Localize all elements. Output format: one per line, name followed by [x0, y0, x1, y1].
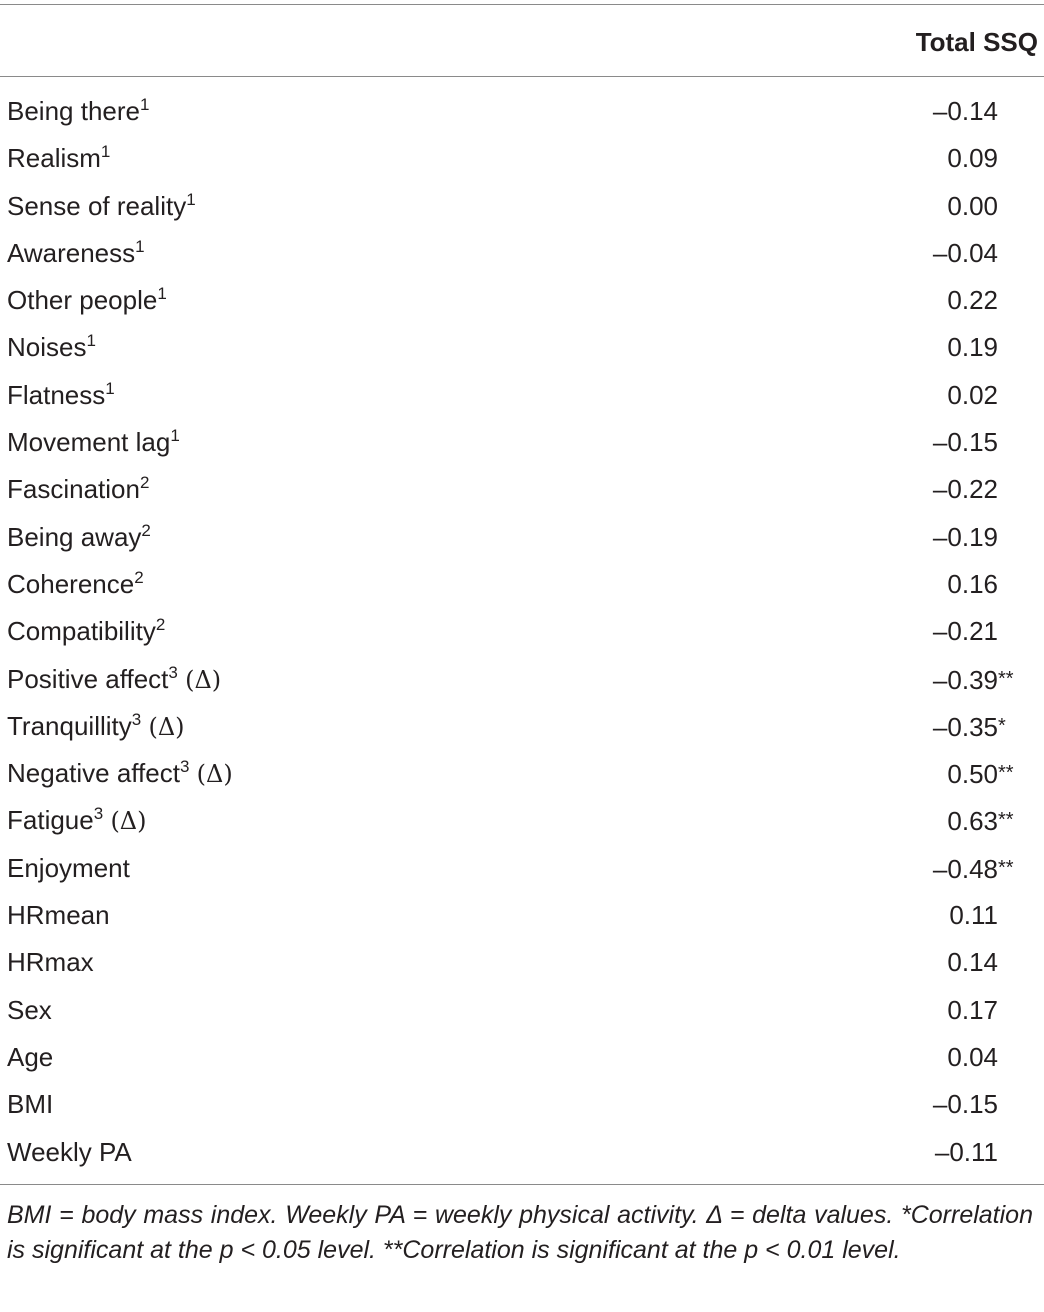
row-label	[7, 230, 145, 277]
row-label-text: Tranquillity	[7, 710, 132, 741]
row-value	[920, 1081, 998, 1128]
table-row	[0, 230, 1044, 277]
correlation-value: 0.02	[947, 379, 998, 410]
row-value	[920, 608, 998, 655]
correlation-value: 0.19	[947, 332, 998, 363]
row-label-superscript: 2	[155, 615, 166, 635]
row-label	[7, 892, 110, 939]
row-label-superscript: 3	[131, 709, 142, 729]
correlation-value: 0.09	[947, 143, 998, 174]
row-label	[7, 750, 233, 798]
table-row	[0, 1034, 1044, 1081]
row-label	[7, 1034, 53, 1081]
row-label	[7, 1129, 132, 1176]
row-label-text: Negative affect	[7, 758, 180, 789]
row-value	[920, 561, 998, 608]
significance-marker: **	[998, 667, 1014, 690]
row-label-superscript: 3	[168, 662, 178, 682]
row-label	[7, 561, 144, 608]
row-value	[920, 703, 1006, 751]
row-label	[7, 466, 149, 513]
row-value	[920, 230, 998, 277]
correlation-value: 0.14	[947, 947, 998, 978]
row-value	[920, 987, 998, 1034]
row-label-superscript: 1	[139, 95, 150, 114]
table-row	[0, 514, 1044, 561]
table-row	[0, 892, 1044, 939]
correlation-value: –0.14	[932, 96, 998, 126]
correlation-value: –0.39	[932, 664, 998, 695]
correlation-value: 0.04	[947, 1041, 998, 1072]
row-value	[920, 88, 998, 135]
correlation-value: –0.15	[932, 1089, 998, 1120]
row-label	[7, 277, 167, 324]
correlation-value: –0.04	[932, 237, 998, 268]
table-row	[0, 1081, 1044, 1128]
correlation-value: –0.48	[932, 853, 998, 884]
row-label-text: BMI	[7, 1089, 54, 1120]
row-label-text: Being away	[7, 521, 142, 552]
row-label-text: Age	[7, 1041, 54, 1072]
table-row	[0, 561, 1044, 608]
table-header-rule	[0, 76, 1044, 77]
row-label-superscript: 1	[100, 142, 111, 162]
row-label	[7, 656, 221, 704]
row-label	[7, 324, 96, 371]
row-label	[7, 372, 115, 419]
row-label	[7, 703, 185, 751]
table-row	[0, 656, 1044, 703]
correlation-value: 0.50	[947, 759, 998, 790]
row-label	[7, 1081, 53, 1128]
row-label-text: Enjoyment	[7, 852, 130, 883]
row-label-text: Movement lag	[7, 427, 171, 458]
row-label-superscript: 1	[157, 284, 167, 304]
row-value	[920, 892, 998, 939]
correlation-value: –0.19	[932, 521, 998, 552]
delta-indicator: (Δ)	[110, 807, 147, 836]
table-row	[0, 277, 1044, 324]
correlation-value: –0.11	[934, 1136, 998, 1167]
correlation-value: 0.11	[949, 900, 998, 931]
row-label-superscript: 2	[141, 520, 151, 540]
row-value	[920, 277, 998, 324]
delta-indicator: (Δ)	[148, 712, 185, 741]
row-label-text: Sex	[7, 994, 52, 1025]
table-row	[0, 372, 1044, 419]
row-label	[7, 135, 110, 182]
row-label-superscript: 1	[105, 378, 115, 398]
row-label-text: Compatibility	[7, 616, 156, 647]
table-row	[0, 987, 1044, 1034]
row-value	[920, 656, 1014, 704]
table-row	[0, 183, 1044, 230]
correlation-value: 0.22	[947, 285, 998, 316]
correlation-value: –0.15	[932, 427, 998, 458]
row-label	[7, 797, 147, 845]
row-label	[7, 987, 52, 1034]
row-value	[920, 183, 998, 230]
table-row	[0, 135, 1044, 182]
row-label-superscript: 2	[139, 473, 150, 493]
row-value	[920, 750, 1014, 798]
significance-marker: **	[998, 762, 1014, 785]
row-label-text: Flatness	[7, 379, 106, 410]
correlation-value: –0.21	[932, 616, 998, 647]
row-label-superscript: 1	[135, 236, 145, 256]
row-label-text: Weekly PA	[7, 1136, 132, 1167]
row-label-text: Being there	[7, 96, 140, 126]
row-value	[920, 1129, 998, 1176]
table-row	[0, 845, 1044, 892]
table-footnote: BMI = body mass index. Weekly PA = weekly physical activity. Δ = delta values. *Correlation is significant at the p < 0.05 level. **Correlation is significant at the p < 0.01 level.	[7, 1201, 1033, 1264]
row-label-text: Positive affect	[7, 663, 169, 694]
significance-marker: *	[998, 714, 1006, 737]
significance-marker: **	[998, 856, 1014, 879]
row-label-superscript: 3	[179, 757, 190, 777]
row-label	[7, 514, 151, 561]
delta-indicator: (Δ)	[196, 760, 233, 789]
table-bottom-rule	[0, 1184, 1044, 1185]
row-label-text: Realism	[7, 143, 101, 174]
row-value	[920, 419, 998, 466]
table-row	[0, 88, 1044, 135]
row-label-text: Other people	[7, 285, 158, 316]
column-header-total-ssq: Total SSQ	[915, 27, 1038, 57]
row-label-text: Noises	[7, 332, 87, 363]
table-row	[0, 419, 1044, 466]
table-row	[0, 466, 1044, 513]
row-value	[920, 845, 1014, 893]
row-value	[920, 1034, 998, 1081]
row-label-superscript: 2	[134, 567, 144, 587]
table-row	[0, 750, 1044, 797]
row-label-text: Coherence	[7, 568, 135, 599]
row-value	[920, 372, 998, 419]
correlation-value: 0.63	[947, 806, 998, 837]
correlation-value: –0.22	[932, 474, 998, 505]
row-label-text: Awareness	[7, 237, 136, 268]
table-row	[0, 703, 1044, 750]
table-body	[0, 88, 1044, 1176]
row-value	[920, 324, 998, 371]
row-label	[7, 183, 196, 230]
row-label	[7, 608, 165, 655]
table-top-rule	[0, 4, 1044, 5]
correlation-value: –0.35	[932, 711, 998, 742]
table-row	[0, 1129, 1044, 1176]
row-label-text: Fascination	[7, 474, 140, 505]
table-row	[0, 608, 1044, 655]
row-label-text: HRmax	[7, 947, 94, 978]
table-row	[0, 797, 1044, 844]
delta-indicator: (Δ)	[185, 665, 222, 694]
row-label-superscript: 1	[186, 189, 196, 209]
table-row	[0, 939, 1044, 986]
correlation-value: 0.16	[947, 568, 998, 599]
row-label-superscript: 1	[86, 331, 96, 351]
table-row	[0, 324, 1044, 371]
row-value	[920, 797, 1014, 845]
row-label	[7, 88, 149, 135]
row-label-text: HRmean	[7, 900, 110, 931]
row-label-text: Sense of reality	[7, 190, 187, 221]
row-label	[7, 845, 130, 892]
correlation-value: 0.17	[947, 994, 998, 1025]
correlation-value: 0.00	[947, 190, 998, 221]
row-label-text: Fatigue	[7, 805, 94, 836]
row-value	[920, 514, 998, 561]
row-value	[920, 939, 998, 986]
row-value	[920, 466, 998, 513]
row-label	[7, 939, 94, 986]
row-label-superscript: 1	[170, 426, 180, 446]
row-label	[7, 419, 180, 466]
significance-marker: **	[998, 809, 1014, 832]
row-label-superscript: 3	[93, 804, 104, 824]
row-value	[920, 135, 998, 182]
